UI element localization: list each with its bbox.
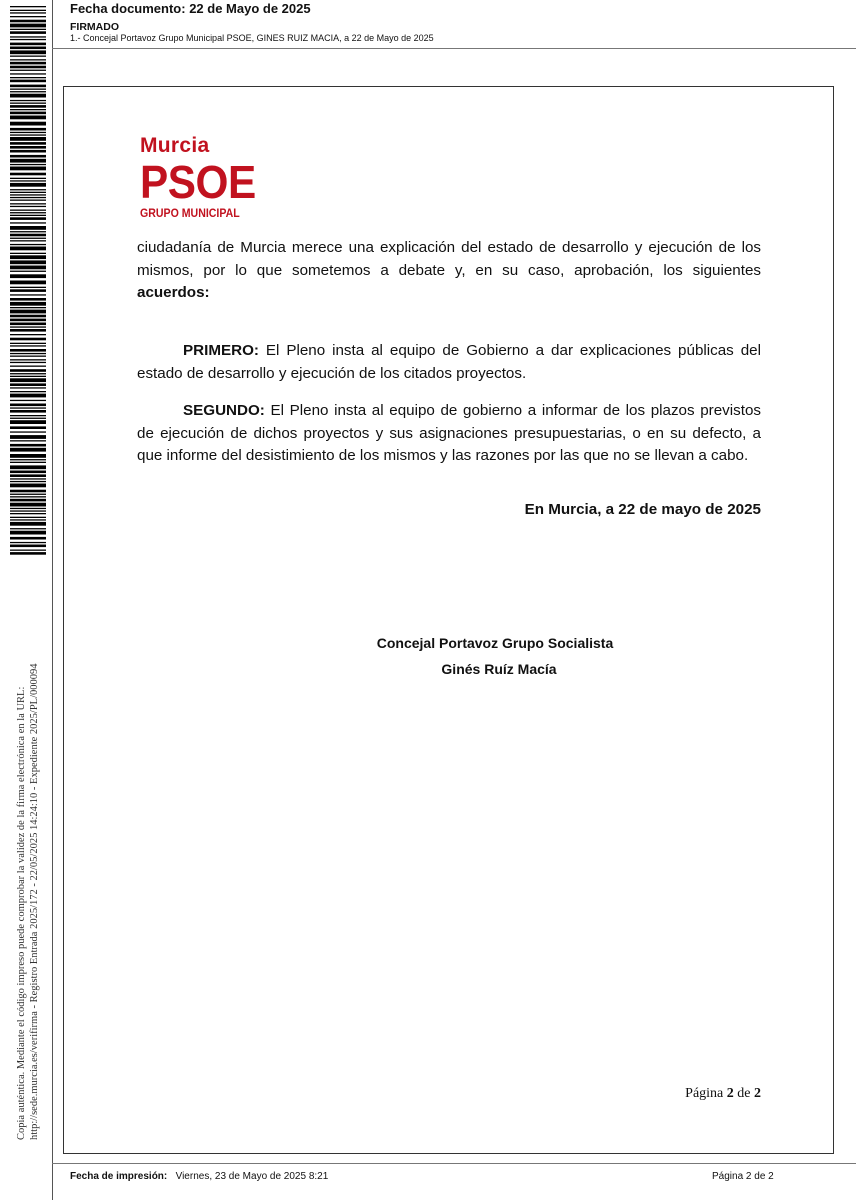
barcode-bar: [10, 353, 46, 354]
logo-city: Murcia: [140, 134, 210, 157]
page-label: Página: [685, 1086, 724, 1101]
barcode-bar: [10, 36, 46, 37]
barcode-bar: [10, 77, 46, 78]
barcode-bar: [10, 528, 46, 529]
signed-status: FIRMADO: [70, 21, 119, 33]
barcode-bar: [10, 415, 46, 416]
barcode-bar: [10, 383, 46, 386]
barcode-bar: [10, 496, 46, 497]
barcode-bar: [10, 298, 46, 301]
barcode-bar: [10, 454, 46, 458]
barcode-bar: [10, 253, 46, 254]
barcode-bar: [10, 545, 46, 548]
barcode-bar: [10, 448, 46, 452]
authenticity-note-line1: Copia auténtica. Mediante el código impreso puede comprobar la validez de la firma electrónica en la URL:: [16, 686, 27, 1140]
barcode-bar: [10, 373, 46, 374]
barcode-bar: [10, 260, 46, 264]
barcode-bar: [10, 345, 46, 346]
barcode-bar: [10, 289, 46, 292]
print-date: [70, 1171, 328, 1182]
barcode-bar: [10, 62, 46, 65]
barcode-bar: [10, 194, 46, 195]
barcode-bar: [10, 247, 46, 251]
page-number: [685, 1086, 761, 1102]
barcode-bar: [10, 159, 46, 163]
barcode-bar: [10, 43, 46, 46]
print-date-label: Fecha de impresión:: [70, 1171, 168, 1182]
barcode-bar: [10, 10, 46, 11]
barcode-bar: [10, 369, 46, 372]
barcode-bar: [10, 404, 46, 407]
barcode-bar: [10, 137, 46, 141]
barcode-bar: [10, 112, 46, 115]
page-of: de: [737, 1086, 751, 1101]
barcode-bar: [10, 183, 46, 187]
barcode-bar: [10, 134, 46, 135]
barcode-bar: [10, 105, 46, 108]
barcode-bar: [10, 338, 46, 341]
barcode-bar: [10, 552, 46, 555]
barcode-bar: [10, 508, 46, 509]
barcode-bar: [10, 20, 46, 23]
barcode-bar: [10, 323, 46, 326]
barcode-bar: [10, 240, 46, 241]
barcode-bar: [10, 215, 46, 216]
barcode-bar: [10, 91, 46, 92]
barcode-bar: [10, 122, 46, 126]
barcode-bar: [10, 29, 46, 30]
signature-name: Ginés Ruíz Macía: [441, 661, 557, 677]
logo-group: GRUPO MUNICIPAL: [140, 208, 240, 220]
barcode-bar: [10, 394, 46, 398]
barcode-bar: [10, 271, 46, 272]
barcode-bar: [10, 244, 46, 245]
barcode-bar: [10, 484, 46, 488]
barcode-bar: [10, 206, 46, 207]
barcode-bar: [10, 226, 46, 230]
barcode-bar: [10, 410, 46, 413]
barcode-bar: [10, 499, 46, 502]
barcode-icon: [10, 6, 46, 556]
barcode-bar: [10, 66, 46, 69]
barcode-bar: [10, 366, 46, 367]
barcode-bar: [10, 142, 46, 145]
document-date-label: Fecha documento:: [70, 1, 186, 16]
barcode-bar: [10, 212, 46, 213]
barcode-bar: [10, 155, 46, 158]
barcode-bar: [10, 103, 46, 104]
page-current: 2: [726, 1086, 734, 1101]
barcode-bar: [10, 387, 46, 388]
barcode-bar: [10, 440, 46, 441]
document-date-value: 22 de Mayo de 2025: [189, 1, 311, 16]
barcode-bar: [10, 334, 46, 335]
barcode-bar: [10, 150, 46, 153]
barcode-bar: [10, 210, 46, 211]
print-date-value: Viernes, 23 de Mayo de 2025 8:21: [175, 1171, 329, 1182]
barcode-bar: [10, 459, 46, 460]
barcode-bar: [10, 362, 46, 363]
barcode-bar: [10, 173, 46, 176]
barcode-bar: [10, 310, 46, 314]
barcode-bar: [10, 356, 46, 357]
barcode-bar: [10, 192, 46, 193]
barcode-bar: [10, 517, 46, 518]
barcode-bar: [10, 471, 46, 474]
barcode-bar: [10, 329, 46, 332]
signature-title: Concejal Portavoz Grupo Socialista: [376, 635, 614, 651]
barcode-bar: [10, 89, 46, 90]
barcode-bar: [10, 550, 46, 551]
intro-text: ciudadanía de Murcia merece una explicación del estado de desarrollo y ejecución de los mismos, por lo que sometemos a debate y, en su caso, aprobación, los siguientes: [137, 239, 761, 279]
barcode-bar: [10, 281, 46, 285]
barcode-bar: [10, 531, 46, 535]
barcode-bar: [10, 349, 46, 352]
barcode-bar: [10, 70, 46, 71]
barcode-bar: [10, 326, 46, 327]
segundo-label: SEGUNDO:: [183, 402, 265, 419]
barcode-bar: [10, 238, 46, 239]
barcode-bar: [10, 407, 46, 408]
primero-paragraph: [137, 340, 761, 385]
barcode-bar: [10, 376, 46, 377]
barcode-bar: [10, 266, 46, 270]
barcode-bar: [10, 474, 46, 477]
barcode-bar: [10, 73, 46, 74]
barcode-bar: [10, 16, 46, 17]
barcode-bar: [10, 31, 46, 34]
page-total: 2: [754, 1086, 761, 1101]
segundo-paragraph: [137, 400, 761, 468]
barcode-bar: [10, 478, 46, 479]
barcode-bar: [10, 418, 46, 419]
barcode-bar: [10, 420, 46, 424]
barcode-bar: [10, 510, 46, 511]
barcode-bar: [10, 59, 46, 60]
barcode-bar: [10, 109, 46, 110]
barcode-bar: [10, 378, 46, 382]
barcode-bar: [10, 50, 46, 54]
barcode-bar: [10, 494, 46, 495]
footer-page: Página 2 de 2: [712, 1171, 774, 1182]
primero-label: PRIMERO:: [183, 342, 259, 359]
barcode-bar: [10, 189, 46, 190]
barcode-bar: [10, 231, 46, 232]
barcode-bar: [10, 85, 46, 88]
barcode-bar: [10, 56, 46, 57]
barcode-bar: [10, 465, 46, 469]
barcode-bar: [10, 315, 46, 318]
acuerdos-label: acuerdos:: [137, 284, 210, 301]
barcode-bar: [10, 132, 46, 133]
barcode-bar: [10, 319, 46, 322]
barcode-bar: [10, 537, 46, 540]
barcode-bar: [10, 116, 46, 120]
barcode-bar: [10, 343, 46, 344]
barcode-bar: [10, 435, 46, 439]
barcode-bar: [10, 39, 46, 40]
barcode-bar: [10, 12, 46, 13]
barcode-bar: [10, 503, 46, 507]
barcode-bar: [10, 542, 46, 543]
barcode-bar: [10, 128, 46, 131]
footer-divider: [52, 1163, 856, 1164]
barcode-bar: [10, 391, 46, 392]
barcode-bar: [10, 164, 46, 165]
barcode-bar: [10, 481, 46, 482]
segundo-text: El Pleno insta al equipo de gobierno a informar de los plazos previstos de ejecución de dichos proyectos y sus asignaciones presupuestarias, o en su defecto, a que informe del desistimiento de los mismos y las razones por las que no se llevan a cabo.: [137, 402, 761, 464]
barcode-bar: [10, 307, 46, 308]
barcode-bar: [10, 80, 46, 83]
barcode-bar: [10, 519, 46, 520]
barcode-bar: [10, 255, 46, 259]
barcode-bar: [10, 400, 46, 401]
barcode-bar: [10, 146, 46, 149]
barcode-bar: [10, 100, 46, 101]
barcode-bar: [10, 47, 46, 50]
authenticity-note-line2: http://sede.murcia.es/verifirma - Registro Entrada 2025/172 - 22/05/2025 14:24:10 - Expediente 2025/PL/000094: [29, 663, 40, 1140]
intro-paragraph: [137, 237, 761, 305]
barcode-bar: [10, 294, 46, 295]
barcode-bar: [10, 522, 46, 526]
barcode-bar: [10, 234, 46, 237]
barcode-bar: [10, 513, 46, 514]
logo-party: PSOE: [140, 156, 256, 208]
barcode-bar: [10, 222, 46, 223]
place-date-line: En Murcia, a 22 de mayo de 2025: [524, 501, 761, 518]
barcode-bar: [10, 431, 46, 432]
header-divider: [52, 48, 856, 49]
barcode-bar: [10, 178, 46, 179]
psoe-logo: [140, 134, 266, 220]
barcode-bar: [10, 490, 46, 493]
barcode-bar: [10, 24, 46, 28]
barcode-bar: [10, 167, 46, 171]
barcode-bar: [10, 274, 46, 278]
barcode-bar: [10, 203, 46, 204]
left-divider: [52, 0, 53, 1200]
barcode-bar: [10, 180, 46, 181]
barcode-bar: [10, 6, 46, 7]
signer-line: 1.- Concejal Portavoz Grupo Municipal PSOE, GINES RUIZ MACIA, a 22 de Mayo de 2025: [70, 33, 434, 43]
barcode-bar: [10, 426, 46, 429]
barcode-bar: [10, 462, 46, 463]
barcode-bar: [10, 197, 46, 198]
barcode-bar: [10, 200, 46, 201]
barcode-bar: [10, 359, 46, 360]
barcode-bar: [10, 444, 46, 447]
barcode-bar: [10, 94, 46, 98]
barcode-bar: [10, 302, 46, 306]
barcode-bar: [10, 217, 46, 220]
document-date: [70, 1, 311, 16]
primero-text: El Pleno insta al equipo de Gobierno a dar explicaciones públicas del estado de desarrollo y ejecución de los citados proyectos.: [137, 342, 761, 382]
barcode-bar: [10, 287, 46, 288]
